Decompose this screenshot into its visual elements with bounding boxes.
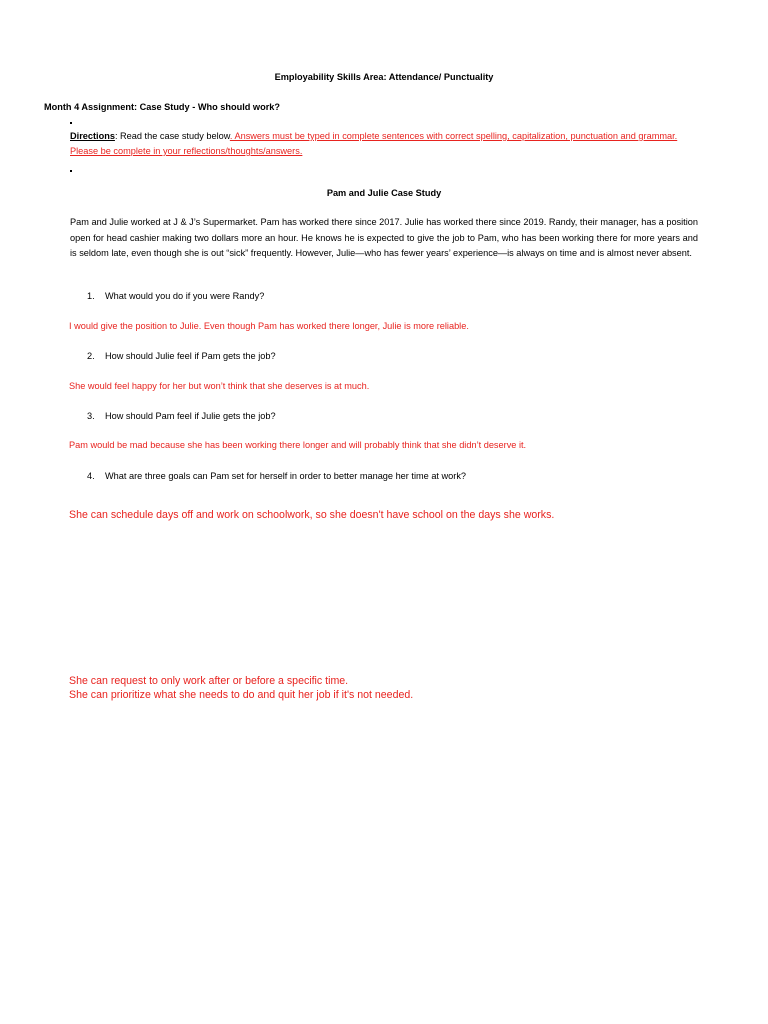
directions-text: : Read the case study below (114, 131, 230, 141)
question-text: How should Pam feel if Julie gets the job? (105, 411, 276, 421)
bullet-dot (70, 170, 72, 172)
answer-text: I would give the position to Julie. Even though Pam has worked there longer, Julie is more reliable. (69, 321, 469, 331)
case-study-paragraph: Pam and Julie worked at J & J’s Supermarket. Pam has worked there since 2017. Julie has worked there since 2019. Randy, their manager, has a position open for head cashier making two dollars more an hour. He knows he is expected to give the job to Pam, who has been working there for more years and is seldom late, even though she is out “sick” frequently. However, Julie—who has fewer years’ experience—is always on time and is almost never absent. (70, 217, 698, 258)
directions-block (70, 129, 698, 159)
question-text: How should Julie feel if Pam gets the job? (105, 351, 276, 361)
question-number: 2. (87, 351, 95, 361)
assignment-title: Month 4 Assignment: Case Study - Who should work? (44, 102, 280, 112)
page-heading: Employability Skills Area: Attendance/ Punctuality (274, 72, 494, 82)
question-number: 4. (87, 471, 95, 481)
answer-text: Pam would be mad because she has been working there longer and will probably think that she didn’t deserve it. (69, 440, 527, 450)
question-number: 3. (87, 411, 95, 421)
answer-text: She would feel happy for her but won’t think that she deserves is at much. (69, 381, 370, 391)
answer-text: She can request to only work after or before a specific time. (69, 674, 349, 687)
directions-instructions: . Answers must be typed in complete sentences with correct spelling, capitalization, punctuation and grammar. Please be complete in your reflections/thoughts/answers. (70, 131, 678, 156)
case-study-title: Pam and Julie Case Study (326, 188, 442, 198)
bullet-dot (70, 122, 72, 124)
question-text: What are three goals can Pam set for herself in order to better manage her time at work? (105, 471, 467, 481)
directions-label: Directions (70, 131, 115, 141)
question-text: What would you do if you were Randy? (105, 291, 265, 301)
question-number: 1. (87, 291, 95, 301)
answer-text: She can prioritize what she needs to do and quit her job if it's not needed. (69, 688, 414, 701)
answer-text: She can schedule days off and work on schoolwork, so she doesn't have school on the days she works. (69, 508, 555, 521)
